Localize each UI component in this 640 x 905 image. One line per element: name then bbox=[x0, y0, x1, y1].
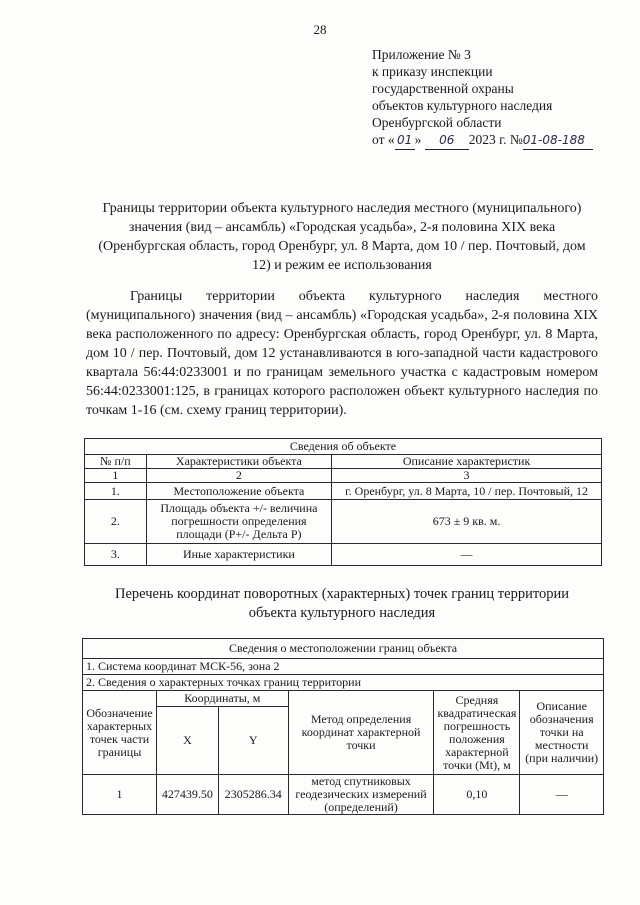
point-error: 0,10 bbox=[434, 775, 520, 815]
header-designation: Обозначение характерных точек части границы bbox=[83, 691, 157, 775]
appendix-line: Приложение № 3 bbox=[372, 47, 471, 62]
header-number: № п/п bbox=[85, 455, 147, 469]
order-number: 01-08-188 bbox=[523, 132, 593, 150]
table-row bbox=[85, 500, 602, 544]
column-number: 3 bbox=[332, 469, 602, 483]
date-year: 2023 г. № bbox=[468, 132, 523, 147]
points-info: 2. Сведения о характерных точках границ территории bbox=[83, 675, 604, 691]
header-coordinates: Координаты, м bbox=[156, 691, 288, 707]
date-month: 06 bbox=[425, 132, 469, 150]
row-value: г. Оренбург, ул. 8 Марта, 10 / пер. Почтовый, 12 bbox=[332, 483, 602, 500]
header-y: Y bbox=[218, 707, 288, 775]
table-row bbox=[85, 544, 602, 566]
point-x: 427439.50 bbox=[156, 775, 218, 815]
appendix-block bbox=[372, 46, 593, 150]
point-description: — bbox=[520, 775, 604, 815]
coordinates-heading: Перечень координат поворотных (характерных) точек границ территории объекта культурного наследия bbox=[114, 586, 570, 621]
object-table-caption: Сведения об объекте bbox=[85, 439, 602, 455]
row-number: 3. bbox=[85, 544, 147, 566]
row-number: 1. bbox=[85, 483, 147, 500]
column-number: 1 bbox=[85, 469, 147, 483]
row-number: 2. bbox=[85, 500, 147, 544]
column-number: 2 bbox=[146, 469, 331, 483]
table-row bbox=[85, 483, 602, 500]
header-x: X bbox=[156, 707, 218, 775]
point-id: 1 bbox=[83, 775, 157, 815]
document-title: Границы территории объекта культурного наследия местного (муниципального) значения (вид – ансамбль) «Городская усадьба», 2-я половина XIX века (Оренбургская область, город Оренбург, ул. 8 Марта, дом 10 / пер. Почтовый, дом 12) и режим ее использования bbox=[98, 201, 586, 273]
appendix-line: Оренбургской области bbox=[372, 115, 502, 130]
point-y: 2305286.34 bbox=[218, 775, 288, 815]
coordinates-table-caption: Сведения о местоположении границ объекта bbox=[83, 639, 604, 659]
object-table bbox=[84, 438, 602, 566]
coordinates-table bbox=[82, 638, 604, 815]
table-row bbox=[83, 775, 604, 815]
row-name: Местоположение объекта bbox=[146, 483, 331, 500]
header-characteristics: Характеристики объекта bbox=[146, 455, 331, 469]
header-description: Описание характеристик bbox=[332, 455, 602, 469]
coordinate-system: 1. Система координат МСК-56, зона 2 bbox=[83, 659, 604, 675]
date-day: 01 bbox=[395, 132, 415, 150]
page-number: 28 bbox=[313, 22, 327, 37]
row-value: 673 ± 9 кв. м. bbox=[332, 500, 602, 544]
intro-paragraph: Границы территории объекта культурного наследия местного (муниципального) значения (вид – ансамбль) «Городская усадьба», 2-я половина XIX века расположенного по адресу: Оренбургская область, город Оренбург, ул. 8 Марта, дом 10 / пер. Почтовый, дом 12 устанавливаются в юго-западной части кадастрового квартала 56:44:0233001 и по границам земельного участка с кадастровым номером 56:44:0233001:125, в границах которого расположен объект культурного наследия по точкам 1-16 (см. схему границ территории). bbox=[86, 289, 598, 418]
appendix-line: объектов культурного наследия bbox=[372, 98, 553, 113]
date-mid: » bbox=[414, 132, 422, 147]
header-error: Средняя квадратическая погрешность положения характерной точки (Mt), м bbox=[434, 691, 520, 775]
date-prefix: от « bbox=[372, 132, 395, 147]
header-point-description: Описание обозначения точки на местности (при наличии) bbox=[520, 691, 604, 775]
row-name: Площадь объекта +/- величина погрешности определения площади (Р+/- Дельта Р) bbox=[146, 500, 331, 544]
appendix-date-line bbox=[372, 131, 593, 150]
point-method: метод спутниковых геодезических измерений (определений) bbox=[288, 775, 434, 815]
header-method: Метод определения координат характерной точки bbox=[288, 691, 434, 775]
appendix-line: государственной охраны bbox=[372, 81, 514, 96]
row-name: Иные характеристики bbox=[146, 544, 331, 566]
row-value: — bbox=[332, 544, 602, 566]
appendix-line: к приказу инспекции bbox=[372, 64, 493, 79]
